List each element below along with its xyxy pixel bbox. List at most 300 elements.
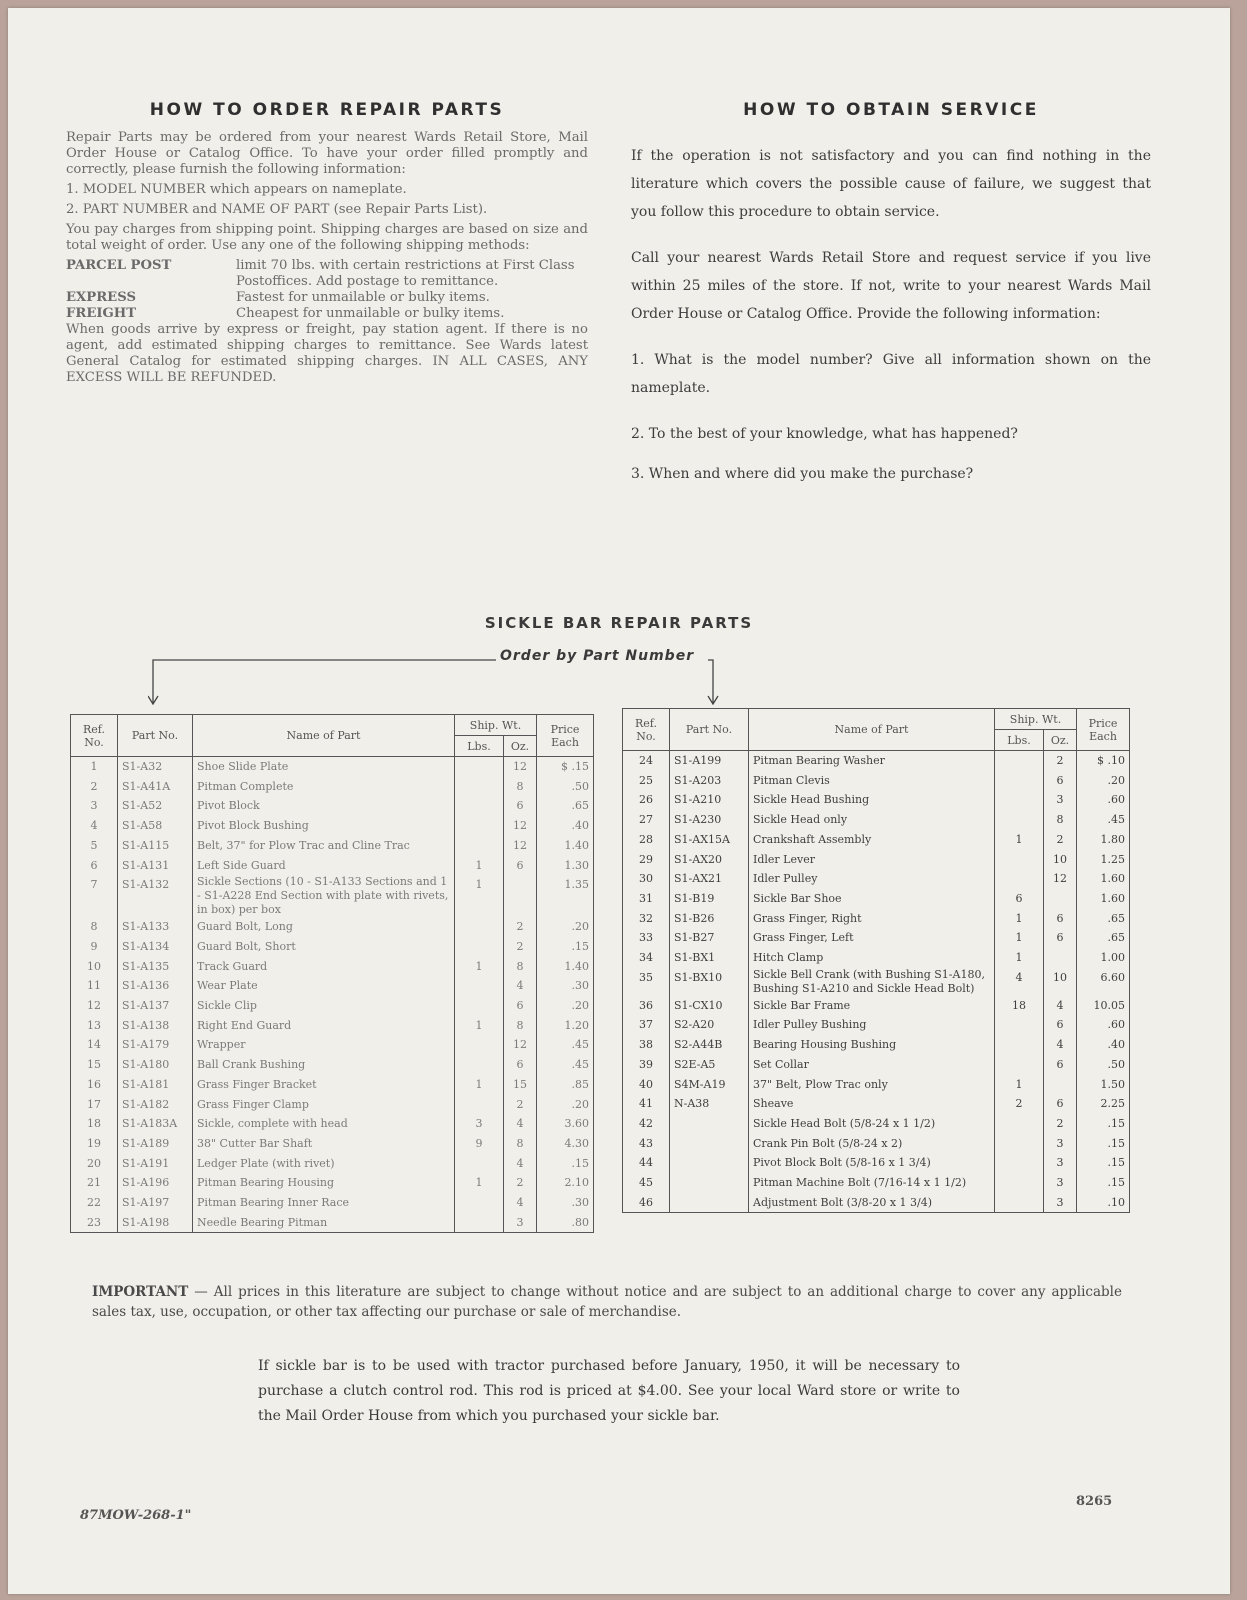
cell-lbs <box>995 790 1044 810</box>
cell-lbs: 1 <box>455 1075 504 1095</box>
service-paragraph-1: If the operation is not satisfactory and you can find nothing in the literature which covers the possible cause of failure, we suggest that you follow this procedure to obtain service. <box>631 148 1151 220</box>
order-by-part-number: Order by Part Number <box>496 648 698 664</box>
cell-oz: 8 <box>504 1134 537 1154</box>
cell-oz <box>1044 889 1077 909</box>
table-row <box>71 1055 594 1075</box>
cell-price: .85 <box>537 1075 594 1095</box>
header-name: Name of Part <box>193 715 455 757</box>
cell-ref-no: 34 <box>623 948 670 968</box>
cell-part-no: S1-A132 <box>118 875 193 917</box>
cell-price: .15 <box>537 937 594 957</box>
parcel-post-label: PARCEL POST <box>66 258 172 273</box>
cell-ref-no: 37 <box>623 1015 670 1035</box>
cell-part-no: S1-A179 <box>118 1035 193 1055</box>
document-page <box>8 8 1230 1594</box>
header-ref-no: Ref. No. <box>623 709 670 751</box>
cell-part-name: Guard Bolt, Long <box>193 917 455 937</box>
cell-oz: 2 <box>504 937 537 957</box>
cell-part-name: Guard Bolt, Short <box>193 937 455 957</box>
cell-part-name: Adjustment Bolt (3/8-20 x 1 3/4) <box>749 1193 995 1213</box>
cell-price: .40 <box>1077 1035 1130 1055</box>
table-row <box>71 816 594 836</box>
cell-price: 2.25 <box>1077 1094 1130 1114</box>
cell-price: 1.60 <box>1077 869 1130 889</box>
cell-price: .65 <box>1077 909 1130 929</box>
cell-oz: 8 <box>1044 810 1077 830</box>
cell-part-name: Pivot Block Bolt (5/8-16 x 1 3/4) <box>749 1153 995 1173</box>
cell-part-name: Set Collar <box>749 1055 995 1075</box>
table-row <box>71 757 594 777</box>
cell-lbs <box>995 810 1044 830</box>
cell-ref-no: 8 <box>71 917 118 937</box>
cell-ref-no: 22 <box>71 1193 118 1213</box>
order-item-part: 2. PART NUMBER and NAME OF PART (see Repair Parts List). <box>66 202 488 217</box>
cell-price: .15 <box>537 1154 594 1174</box>
cell-oz: 4 <box>504 1193 537 1213</box>
order-closing: When goods arrive by express or freight, pay station agent. If there is no agent, add estimated shipping charges to remittance. See Wards latest General Catalog for estimated shipping charges. IN ALL CASES, ANY EXCESS WILL BE REFUNDED. <box>66 322 588 385</box>
parts-table-right <box>622 708 1130 1213</box>
cell-ref-no: 14 <box>71 1035 118 1055</box>
table-row <box>71 796 594 816</box>
cell-ref-no: 32 <box>623 909 670 929</box>
table-row <box>623 889 1130 909</box>
cell-oz: 6 <box>1044 909 1077 929</box>
cell-oz: 3 <box>1044 1193 1077 1213</box>
cell-part-name: Pitman Clevis <box>749 771 995 791</box>
cell-lbs: 4 <box>995 968 1044 996</box>
important-notice <box>92 1282 1122 1322</box>
cell-price: .20 <box>537 917 594 937</box>
cell-part-no: S1-AX15A <box>670 830 749 850</box>
cell-lbs <box>995 771 1044 791</box>
cell-oz: 3 <box>504 1213 537 1233</box>
shipping-express <box>66 290 588 306</box>
cell-part-no: S1-B26 <box>670 909 749 929</box>
important-text: — All prices in this literature are subject to change without notice and are subject to an additional charge to cover any applicable sales tax, use, occupation, or other tax affecting our purchase or sale of merchandise. <box>92 1284 1122 1320</box>
table-row <box>623 830 1130 850</box>
cell-oz: 12 <box>504 816 537 836</box>
express-text: Fastest for unmailable or bulky items. <box>236 290 490 305</box>
cell-part-name: Sickle, complete with head <box>193 1114 455 1134</box>
cell-oz: 6 <box>1044 928 1077 948</box>
cell-ref-no: 36 <box>623 996 670 1016</box>
cell-oz: 6 <box>1044 1094 1077 1114</box>
table-row <box>623 850 1130 870</box>
cell-oz: 10 <box>1044 968 1077 996</box>
table-row <box>623 1153 1130 1173</box>
cell-oz: 2 <box>1044 830 1077 850</box>
cell-price: 1.00 <box>1077 948 1130 968</box>
cell-part-no: S1-A197 <box>118 1193 193 1213</box>
cell-lbs <box>995 1055 1044 1075</box>
cell-ref-no: 15 <box>71 1055 118 1075</box>
cell-part-no: S1-BX10 <box>670 968 749 996</box>
cell-part-no: S1-B19 <box>670 889 749 909</box>
cell-part-name: Grass Finger, Left <box>749 928 995 948</box>
cell-price: 10.05 <box>1077 996 1130 1016</box>
table-row <box>71 1075 594 1095</box>
table-row <box>623 810 1130 830</box>
table-row <box>71 1114 594 1134</box>
cell-oz <box>504 875 537 917</box>
cell-oz <box>1044 948 1077 968</box>
cell-lbs: 1 <box>995 928 1044 948</box>
cell-oz: 4 <box>1044 996 1077 1016</box>
table-row <box>623 751 1130 771</box>
cell-part-no: S1-A182 <box>118 1095 193 1115</box>
cell-part-no: S2-A44B <box>670 1035 749 1055</box>
cell-lbs <box>995 869 1044 889</box>
table-row <box>623 1015 1130 1035</box>
table-row <box>71 937 594 957</box>
table-row <box>71 957 594 977</box>
cell-price: .15 <box>1077 1173 1130 1193</box>
cell-price: 1.30 <box>537 856 594 876</box>
table-row <box>71 1193 594 1213</box>
cell-part-no: S1-A181 <box>118 1075 193 1095</box>
header-lbs: Lbs. <box>455 736 504 757</box>
table-row <box>71 1173 594 1193</box>
cell-part-no: S1-A138 <box>118 1016 193 1036</box>
clutch-rod-note: If sickle bar is to be used with tractor purchased before January, 1950, it will be necessary to purchase a clutch control rod. This rod is priced at $4.00. See your local Ward store or write to the Mail Order House from which you purchased your sickle bar. <box>258 1358 960 1424</box>
table-row <box>623 1134 1130 1154</box>
cell-lbs <box>455 1035 504 1055</box>
cell-lbs <box>995 1114 1044 1134</box>
cell-lbs <box>995 1153 1044 1173</box>
cell-ref-no: 38 <box>623 1035 670 1055</box>
cell-ref-no: 35 <box>623 968 670 996</box>
cell-price: .60 <box>1077 1015 1130 1035</box>
cell-lbs <box>995 1173 1044 1193</box>
cell-oz: 2 <box>1044 751 1077 771</box>
header-oz: Oz. <box>1044 730 1077 751</box>
cell-part-name: Pitman Bearing Washer <box>749 751 995 771</box>
table-row <box>71 1035 594 1055</box>
cell-ref-no: 27 <box>623 810 670 830</box>
cell-price: 6.60 <box>1077 968 1130 996</box>
cell-ref-no: 1 <box>71 757 118 777</box>
cell-price: 1.50 <box>1077 1075 1130 1095</box>
cell-price: .45 <box>537 1055 594 1075</box>
cell-part-no <box>670 1114 749 1134</box>
cell-oz: 3 <box>1044 1134 1077 1154</box>
cell-ref-no: 29 <box>623 850 670 870</box>
cell-part-name: Pitman Machine Bolt (7/16-14 x 1 1/2) <box>749 1173 995 1193</box>
cell-part-no <box>670 1173 749 1193</box>
cell-ref-no: 17 <box>71 1095 118 1115</box>
shipping-freight <box>66 306 588 322</box>
cell-part-no: S1-A133 <box>118 917 193 937</box>
parts-table-right-body <box>623 751 1130 1213</box>
table-row <box>623 771 1130 791</box>
cell-ref-no: 19 <box>71 1134 118 1154</box>
cell-ref-no: 31 <box>623 889 670 909</box>
table-row <box>71 777 594 797</box>
cell-part-no: S1-A189 <box>118 1134 193 1154</box>
cell-price: 1.35 <box>537 875 594 917</box>
cell-oz: 12 <box>504 1035 537 1055</box>
order-section-title: HOW TO ORDER REPAIR PARTS <box>149 100 505 120</box>
cell-part-no <box>670 1134 749 1154</box>
parts-table-left-body <box>71 757 594 1233</box>
cell-part-name: Grass Finger Bracket <box>193 1075 455 1095</box>
service-paragraph-2: Call your nearest Wards Retail Store and request service if you live within 25 miles of the store. If not, write to your nearest Wards Mail Order House or Catalog Office. Provide the following information: <box>631 250 1151 322</box>
cell-oz: 10 <box>1044 850 1077 870</box>
cell-lbs: 2 <box>995 1094 1044 1114</box>
cell-oz: 6 <box>504 856 537 876</box>
cell-price: .65 <box>1077 928 1130 948</box>
header-oz: Oz. <box>504 736 537 757</box>
cell-price: .50 <box>537 777 594 797</box>
cell-part-no: S1-A32 <box>118 757 193 777</box>
cell-lbs: 1 <box>995 909 1044 929</box>
cell-lbs <box>455 796 504 816</box>
cell-ref-no: 28 <box>623 830 670 850</box>
cell-part-name: Shoe Slide Plate <box>193 757 455 777</box>
cell-price: .20 <box>537 996 594 1016</box>
table-row <box>623 1173 1130 1193</box>
cell-part-name: Pivot Block <box>193 796 455 816</box>
table-row <box>623 1035 1130 1055</box>
cell-part-no: N-A38 <box>670 1094 749 1114</box>
service-question-2: 2. To the best of your knowledge, what has happened? <box>631 426 1018 442</box>
cell-ref-no: 41 <box>623 1094 670 1114</box>
cell-ref-no: 40 <box>623 1075 670 1095</box>
cell-oz: 4 <box>504 1114 537 1134</box>
cell-ref-no: 16 <box>71 1075 118 1095</box>
cell-ref-no: 20 <box>71 1154 118 1174</box>
cell-part-name: Needle Bearing Pitman <box>193 1213 455 1233</box>
parts-list-title: SICKLE BAR REPAIR PARTS <box>484 614 754 632</box>
cell-price: .50 <box>1077 1055 1130 1075</box>
cell-price: .15 <box>1077 1114 1130 1134</box>
cell-lbs: 1 <box>995 1075 1044 1095</box>
table-row <box>71 917 594 937</box>
cell-lbs <box>455 937 504 957</box>
cell-part-name: 37" Belt, Plow Trac only <box>749 1075 995 1095</box>
cell-part-no: S2E-A5 <box>670 1055 749 1075</box>
table-row <box>623 928 1130 948</box>
cell-ref-no: 3 <box>71 796 118 816</box>
cell-part-name: Sickle Sections (10 - S1-A133 Sections and 1 - S1-A228 End Section with plate with rivets, in box) per box <box>193 875 455 917</box>
cell-part-name: Belt, 37" for Plow Trac and Cline Trac <box>193 836 455 856</box>
cell-lbs <box>455 1055 504 1075</box>
cell-part-name: Bearing Housing Bushing <box>749 1035 995 1055</box>
cell-price: 3.60 <box>537 1114 594 1134</box>
cell-part-name: Ledger Plate (with rivet) <box>193 1154 455 1174</box>
cell-part-no: S1-A58 <box>118 816 193 836</box>
service-question-1: 1. What is the model number? Give all information shown on the nameplate. <box>631 352 1151 396</box>
cell-lbs: 1 <box>455 875 504 917</box>
freight-label: FREIGHT <box>66 306 137 321</box>
cell-price: .45 <box>1077 810 1130 830</box>
cell-price: $ .10 <box>1077 751 1130 771</box>
cell-price: 1.20 <box>537 1016 594 1036</box>
cell-part-name: Sheave <box>749 1094 995 1114</box>
table-row <box>71 976 594 996</box>
header-name: Name of Part <box>749 709 995 751</box>
cell-oz: 8 <box>504 957 537 977</box>
cell-ref-no: 6 <box>71 856 118 876</box>
cell-part-no: S2-A20 <box>670 1015 749 1035</box>
cell-oz <box>1044 1075 1077 1095</box>
cell-ref-no: 33 <box>623 928 670 948</box>
cell-part-no: S1-B27 <box>670 928 749 948</box>
cell-oz: 12 <box>504 757 537 777</box>
cell-lbs <box>995 1015 1044 1035</box>
cell-part-name: Track Guard <box>193 957 455 977</box>
cell-ref-no: 18 <box>71 1114 118 1134</box>
cell-lbs <box>995 1035 1044 1055</box>
cell-price: 1.80 <box>1077 830 1130 850</box>
cell-oz: 6 <box>1044 771 1077 791</box>
cell-part-name: Crank Pin Bolt (5/8-24 x 2) <box>749 1134 995 1154</box>
cell-price: .15 <box>1077 1134 1130 1154</box>
cell-oz: 2 <box>1044 1114 1077 1134</box>
cell-ref-no: 43 <box>623 1134 670 1154</box>
cell-lbs: 1 <box>995 948 1044 968</box>
table-row <box>623 1075 1130 1095</box>
cell-lbs <box>455 996 504 1016</box>
cell-price: 2.10 <box>537 1173 594 1193</box>
cell-lbs <box>455 917 504 937</box>
header-ship-wt: Ship. Wt. <box>455 715 537 736</box>
form-number: 87MOW-268-1" <box>80 1508 192 1523</box>
cell-lbs <box>455 757 504 777</box>
order-intro: Repair Parts may be ordered from your nearest Wards Retail Store, Mail Order House or Catalog Office. To have your order filled promptly and correctly, please furnish the following information: <box>66 130 588 177</box>
header-part-no: Part No. <box>670 709 749 751</box>
cell-ref-no: 23 <box>71 1213 118 1233</box>
cell-oz: 12 <box>504 836 537 856</box>
cell-part-name: Sickle Clip <box>193 996 455 1016</box>
cell-price: .40 <box>537 816 594 836</box>
cell-part-name: Crankshaft Assembly <box>749 830 995 850</box>
table-row <box>71 856 594 876</box>
header-part-no: Part No. <box>118 715 193 757</box>
cell-part-name: Ball Crank Bushing <box>193 1055 455 1075</box>
cell-oz: 4 <box>504 1154 537 1174</box>
cell-ref-no: 21 <box>71 1173 118 1193</box>
cell-price: .30 <box>537 1193 594 1213</box>
cell-part-name: Pivot Block Bushing <box>193 816 455 836</box>
table-row <box>71 875 594 917</box>
header-price: Price Each <box>1077 709 1130 751</box>
cell-price: .30 <box>537 976 594 996</box>
table-row <box>71 1095 594 1115</box>
cell-lbs <box>995 1193 1044 1213</box>
cell-part-no: S1-A230 <box>670 810 749 830</box>
table-row <box>623 968 1130 996</box>
table-row <box>71 996 594 1016</box>
cell-part-no: S1-BX1 <box>670 948 749 968</box>
cell-part-name: 38" Cutter Bar Shaft <box>193 1134 455 1154</box>
cell-ref-no: 39 <box>623 1055 670 1075</box>
cell-part-no: S1-A191 <box>118 1154 193 1174</box>
cell-lbs <box>455 1095 504 1115</box>
cell-part-no: S1-A131 <box>118 856 193 876</box>
cell-ref-no: 25 <box>623 771 670 791</box>
cell-lbs: 1 <box>455 957 504 977</box>
cell-part-no: S1-AX21 <box>670 869 749 889</box>
cell-part-name: Pitman Bearing Housing <box>193 1173 455 1193</box>
cell-part-no: S1-A210 <box>670 790 749 810</box>
cell-part-name: Pitman Complete <box>193 777 455 797</box>
cell-lbs: 1 <box>995 830 1044 850</box>
header-price: Price Each <box>537 715 594 757</box>
table-row <box>71 1134 594 1154</box>
cell-oz: 6 <box>1044 1055 1077 1075</box>
cell-price: .20 <box>537 1095 594 1115</box>
table-row <box>623 1114 1130 1134</box>
service-question-3: 3. When and where did you make the purchase? <box>631 466 974 482</box>
cell-oz: 6 <box>504 1055 537 1075</box>
cell-part-no <box>670 1153 749 1173</box>
cell-price: .15 <box>1077 1153 1130 1173</box>
cell-price: .20 <box>1077 771 1130 791</box>
cell-lbs <box>455 1193 504 1213</box>
cell-part-no: S1-A136 <box>118 976 193 996</box>
cell-ref-no: 45 <box>623 1173 670 1193</box>
cell-part-no: S1-A183A <box>118 1114 193 1134</box>
cell-part-no: S1-A180 <box>118 1055 193 1075</box>
important-label: IMPORTANT <box>92 1284 189 1300</box>
cell-part-no: S1-A115 <box>118 836 193 856</box>
cell-oz: 6 <box>504 796 537 816</box>
cell-lbs: 3 <box>455 1114 504 1134</box>
cell-oz: 3 <box>1044 1173 1077 1193</box>
cell-part-name: Sickle Head only <box>749 810 995 830</box>
parcel-post-text: limit 70 lbs. with certain restrictions at First Class Postoffices. Add postage to remittance. <box>236 258 575 289</box>
cell-part-no: S1-A199 <box>670 751 749 771</box>
cell-oz: 2 <box>504 1173 537 1193</box>
cell-part-name: Grass Finger, Right <box>749 909 995 929</box>
cell-lbs <box>995 751 1044 771</box>
cell-part-no: S1-AX20 <box>670 850 749 870</box>
table-row <box>71 1213 594 1233</box>
cell-oz: 4 <box>504 976 537 996</box>
cell-oz: 6 <box>504 996 537 1016</box>
table-row <box>623 996 1130 1016</box>
cell-ref-no: 30 <box>623 869 670 889</box>
cell-ref-no: 46 <box>623 1193 670 1213</box>
cell-price: 1.40 <box>537 836 594 856</box>
cell-ref-no: 44 <box>623 1153 670 1173</box>
cell-ref-no: 24 <box>623 751 670 771</box>
cell-lbs <box>455 1213 504 1233</box>
cell-lbs: 1 <box>455 1173 504 1193</box>
cell-part-no: S1-A52 <box>118 796 193 816</box>
cell-part-name: Sickle Bar Shoe <box>749 889 995 909</box>
cell-ref-no: 7 <box>71 875 118 917</box>
freight-text: Cheapest for unmailable or bulky items. <box>236 306 505 321</box>
cell-part-name: Idler Lever <box>749 850 995 870</box>
table-row <box>623 1094 1130 1114</box>
cell-part-name: Sickle Bell Crank (with Bushing S1-A180, Bushing S1-A210 and Sickle Head Bolt) <box>749 968 995 996</box>
cell-part-name: Sickle Bar Frame <box>749 996 995 1016</box>
order-item-model: 1. MODEL NUMBER which appears on nameplate. <box>66 182 407 197</box>
express-label: EXPRESS <box>66 290 136 305</box>
table-row <box>623 1193 1130 1213</box>
cell-part-name: Grass Finger Clamp <box>193 1095 455 1115</box>
cell-lbs: 1 <box>455 856 504 876</box>
table-row <box>623 948 1130 968</box>
cell-ref-no: 13 <box>71 1016 118 1036</box>
cell-part-no: S1-A196 <box>118 1173 193 1193</box>
cell-price: 1.25 <box>1077 850 1130 870</box>
cell-price: .10 <box>1077 1193 1130 1213</box>
cell-oz: 4 <box>1044 1035 1077 1055</box>
cell-oz: 3 <box>1044 1153 1077 1173</box>
